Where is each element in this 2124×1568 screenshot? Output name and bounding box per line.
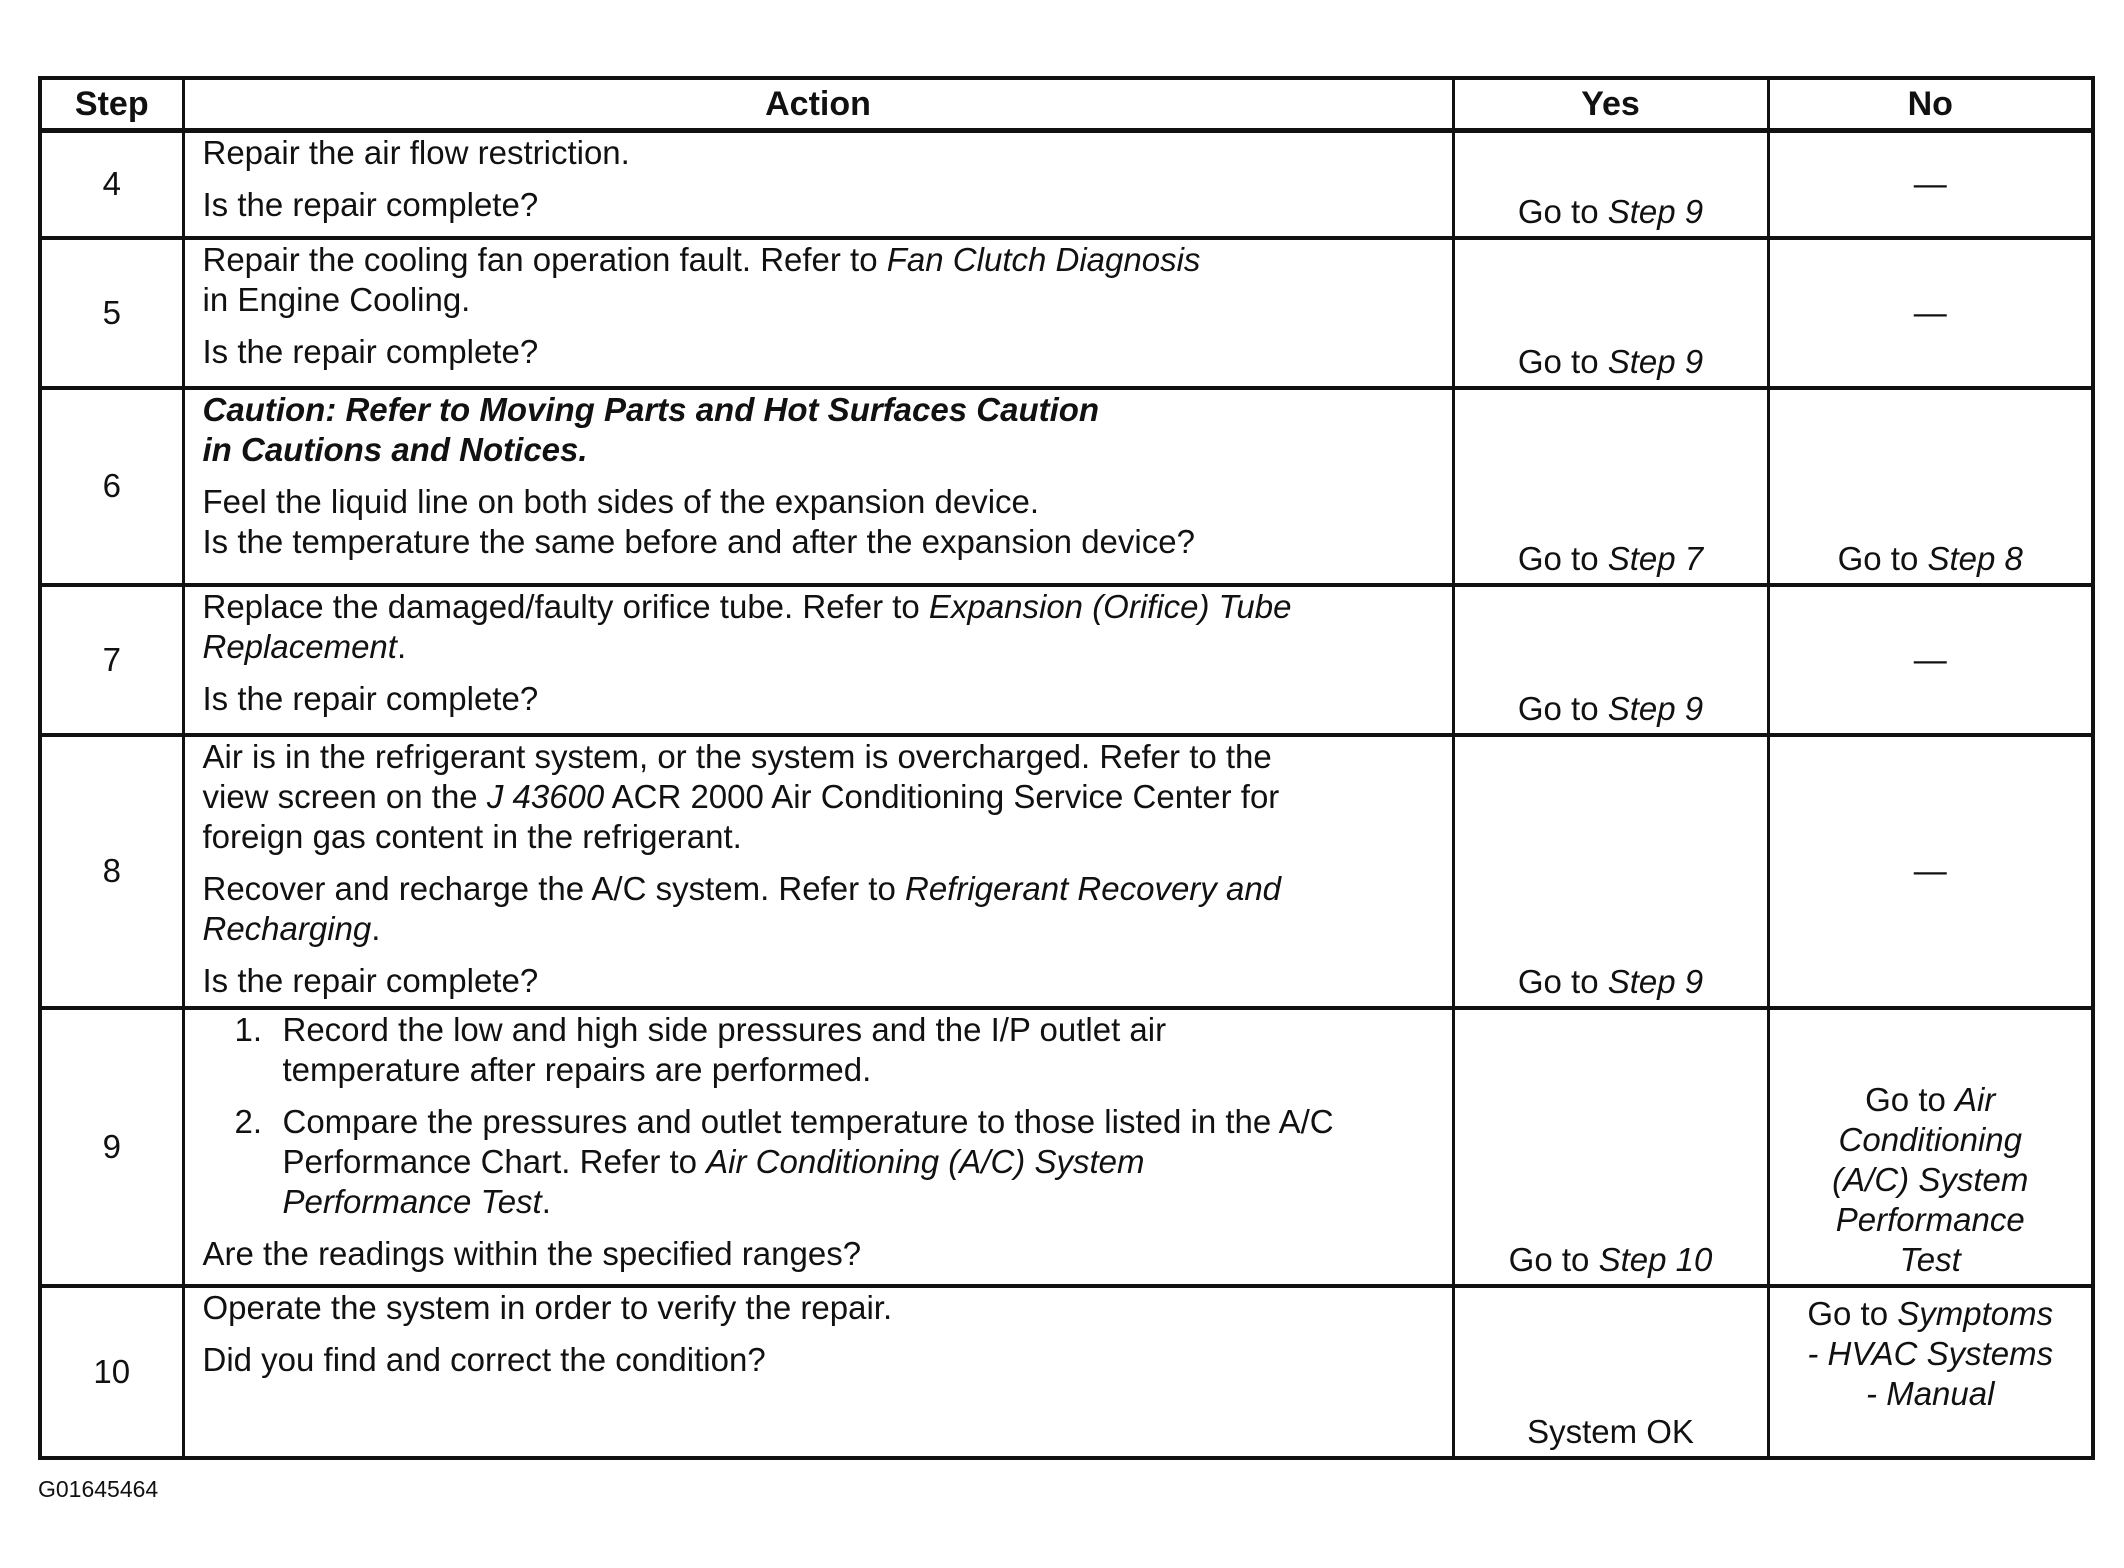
yes-result: Go to Step 7 [1517, 539, 1704, 577]
action-instruction: Operate the system in order to verify the repair. [202, 1288, 893, 1326]
action-question: Is the repair complete? [202, 961, 539, 999]
no-cell [1768, 131, 2093, 238]
yes-cell [1453, 585, 1768, 735]
action-instruction: Feel the liquid line on both sides of the expansion device. [202, 482, 1040, 520]
yes-result: Go to Step 9 [1517, 962, 1704, 1000]
caution-note: Caution: Refer to Moving Parts and Hot Surfaces Caution in Cautions and Notices. [202, 390, 1100, 468]
reference-link[interactable]: Air Conditioning (A/C) System Performance Test [282, 1142, 1145, 1220]
action-instruction: Replace the damaged/faulty orifice tube. Refer to Expansion (Orifice) Tube Replacement. [202, 587, 1292, 665]
no-result: Go to Air Conditioning (A/C) System Performance Test [1832, 1080, 2029, 1278]
yes-result: Go to Step 9 [1517, 192, 1704, 230]
reference-link[interactable]: Symptoms - HVAC Systems - Manual [1807, 1294, 2054, 1412]
action-question: Did you find and correct the condition? [202, 1340, 766, 1378]
table-row-step-5 [40, 238, 2093, 388]
step-number: 4 [40, 131, 183, 238]
no-cell [1768, 1286, 2093, 1458]
step-link[interactable]: Step 9 [1607, 689, 1704, 727]
procedure-list [203, 1010, 1440, 1222]
table-row-step-4 [40, 131, 2093, 238]
yes-result: Go to Step 9 [1517, 342, 1704, 380]
yes-cell [1453, 131, 1768, 238]
no-result-dash: — [1913, 293, 1947, 331]
header-action: Action [183, 78, 1453, 131]
action-instruction: Repair the air flow restriction. [202, 134, 630, 171]
action-question: Are the readings within the specified ranges? [202, 1234, 862, 1272]
no-result-dash: — [1913, 640, 1947, 678]
no-cell [1768, 238, 2093, 388]
figure-id: G01645464 [38, 1476, 159, 1502]
action-instruction: Recover and recharge the A/C system. Refer to Refrigerant Recovery and Recharging. [202, 869, 1282, 947]
action-cell [183, 735, 1453, 1008]
action-instruction: Repair the cooling fan operation fault. Refer to Fan Clutch Diagnosis in Engine Cooling. [202, 240, 1201, 318]
step-link[interactable]: Step 7 [1607, 539, 1704, 577]
header-yes: Yes [1453, 78, 1768, 131]
tool-number: J 43600 [486, 777, 605, 815]
step-number: 10 [40, 1286, 183, 1458]
action-question: Is the repair complete? [202, 332, 539, 370]
step-link[interactable]: Step 9 [1607, 342, 1704, 380]
action-cell [183, 1286, 1453, 1458]
no-cell [1768, 388, 2093, 585]
reference-link[interactable]: Air Conditioning (A/C) System Performance Test [1832, 1080, 2029, 1278]
step-number: 8 [40, 735, 183, 1008]
step-number: 9 [40, 1008, 183, 1286]
table-row-step-7 [40, 585, 2093, 735]
table-row-step-8 [40, 735, 2093, 1008]
header-no: No [1768, 78, 2093, 131]
no-cell [1768, 735, 2093, 1008]
header-step: Step [40, 78, 183, 131]
yes-cell [1453, 238, 1768, 388]
action-question: Is the repair complete? [202, 679, 539, 717]
no-cell [1768, 585, 2093, 735]
reference-link[interactable]: Expansion (Orifice) Tube Replacement [202, 587, 1292, 665]
table-row-step-9 [40, 1008, 2093, 1286]
action-cell [183, 238, 1453, 388]
action-question: Is the repair complete? [202, 186, 539, 223]
no-result-dash: — [1913, 852, 1947, 889]
action-cell [183, 585, 1453, 735]
no-cell [1768, 1008, 2093, 1286]
list-item: 2. Compare the pressures and outlet temperature to those listed in the A/C Performance Chart. Refer to Air Conditioning (A/C) System Performance Test. [234, 1102, 1334, 1220]
action-instruction: Air is in the refrigerant system, or the system is overcharged. Refer to the view screen on the J 43600 ACR 2000 Air Conditioning Service Center for foreign gas content in the refrigerant. [202, 737, 1280, 855]
step-link[interactable]: Step 10 [1598, 1240, 1713, 1278]
step-number: 7 [40, 585, 183, 735]
yes-cell [1453, 388, 1768, 585]
reference-link[interactable]: Fan Clutch Diagnosis [886, 240, 1201, 278]
step-link[interactable]: Step 8 [1927, 539, 2023, 577]
yes-cell [1453, 1286, 1768, 1458]
reference-link[interactable]: Refrigerant Recovery and Recharging [202, 869, 1282, 947]
step-number: 6 [40, 388, 183, 585]
no-result: Go to Step 8 [1837, 539, 2023, 577]
header-row [40, 78, 2093, 131]
action-cell [183, 131, 1453, 238]
step-link[interactable]: Step 9 [1607, 192, 1704, 230]
no-result: Go to Symptoms - HVAC Systems - Manual [1807, 1294, 2054, 1412]
table-row-step-6 [40, 388, 2093, 585]
table-row-step-10 [40, 1286, 2093, 1458]
yes-result: Go to Step 9 [1517, 689, 1704, 727]
action-question: Is the temperature the same before and after the expansion device? [202, 522, 1195, 560]
yes-result: System OK [1527, 1412, 1694, 1450]
list-item: 1. Record the low and high side pressures and the I/P outlet air temperature after repairs are performed. [234, 1010, 1167, 1088]
yes-result: Go to Step 10 [1508, 1240, 1713, 1278]
step-link[interactable]: Step 9 [1607, 962, 1704, 1000]
action-cell [183, 1008, 1453, 1286]
no-result-dash: — [1913, 165, 1947, 203]
diagnostic-table [38, 76, 2095, 1460]
yes-cell [1453, 735, 1768, 1008]
action-cell [183, 388, 1453, 585]
yes-cell [1453, 1008, 1768, 1286]
step-number: 5 [40, 238, 183, 388]
